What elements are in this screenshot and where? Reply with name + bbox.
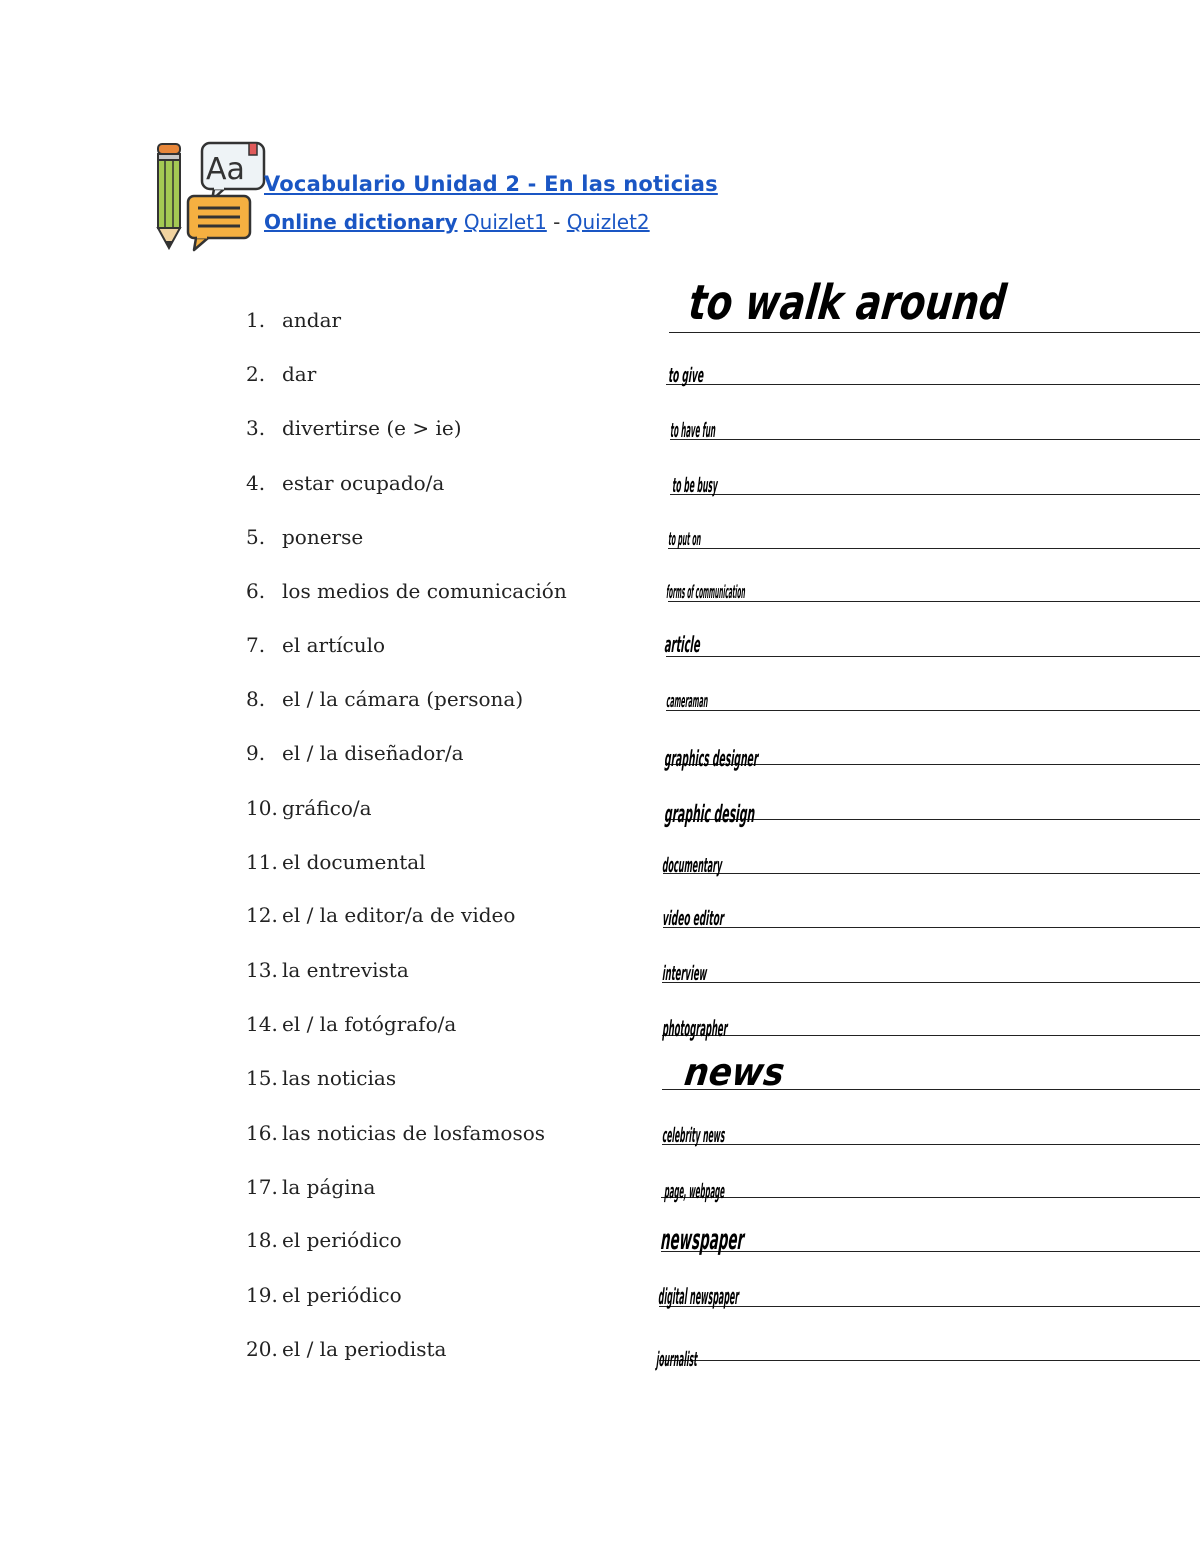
vocab-item <box>246 958 1076 998</box>
item-number: 2. <box>246 362 266 386</box>
answer-line[interactable] <box>666 656 1200 657</box>
spanish-term: las noticias de losfamosos <box>282 1121 546 1145</box>
vocab-item <box>246 633 1076 673</box>
item-number: 6. <box>246 579 266 603</box>
answer-line[interactable] <box>670 439 1200 440</box>
spanish-term: gráfico/a <box>282 796 372 820</box>
answer-line[interactable] <box>659 1306 1200 1307</box>
handwritten-answer: newspaper <box>660 1222 746 1256</box>
item-number: 11. <box>246 850 278 874</box>
vocab-item <box>246 525 1076 565</box>
spanish-term: el documental <box>282 850 426 874</box>
resource-links <box>264 210 650 234</box>
handwritten-answer: documentary <box>662 853 723 877</box>
vocab-item <box>246 579 1076 619</box>
answer-line[interactable] <box>668 548 1200 549</box>
vocab-item <box>246 741 1076 781</box>
vocab-item <box>246 416 1076 456</box>
answer-line[interactable] <box>662 1144 1200 1145</box>
vocab-item <box>246 903 1076 943</box>
vocab-item <box>246 687 1076 727</box>
answer-line[interactable] <box>670 494 1200 495</box>
handwritten-answer: to walk around <box>686 274 1009 331</box>
item-number: 18. <box>246 1228 278 1252</box>
spanish-term: divertirse (e > ie) <box>282 416 462 440</box>
spanish-term: andar <box>282 308 342 332</box>
item-number: 19. <box>246 1283 278 1307</box>
answer-line[interactable] <box>659 1360 1200 1361</box>
link-separator: - <box>553 210 561 234</box>
item-number: 3. <box>246 416 266 440</box>
item-number: 13. <box>246 958 278 982</box>
vocab-item <box>246 1121 1076 1161</box>
answer-line[interactable] <box>662 982 1200 983</box>
handwritten-answer: photographer <box>662 1016 729 1042</box>
item-number: 20. <box>246 1337 278 1361</box>
handwritten-answer: digital newspaper <box>658 1284 740 1310</box>
handwritten-answer: celebrity news <box>662 1123 726 1147</box>
item-number: 14. <box>246 1012 278 1036</box>
vocab-item <box>246 1012 1076 1052</box>
answer-line[interactable] <box>662 1035 1200 1036</box>
online-dictionary-link[interactable]: Online dictionary <box>264 210 458 234</box>
pencil-icon <box>158 144 180 248</box>
handwritten-answer: forms of communication <box>666 582 746 604</box>
item-number: 5. <box>246 525 266 549</box>
answer-line[interactable] <box>661 1197 1200 1198</box>
item-number: 12. <box>246 903 278 927</box>
spanish-term: el periódico <box>282 1283 402 1307</box>
spanish-term: la página <box>282 1175 376 1199</box>
answer-line[interactable] <box>666 384 1200 385</box>
spanish-term: las noticias <box>282 1066 397 1090</box>
item-number: 7. <box>246 633 266 657</box>
item-number: 10. <box>246 796 278 820</box>
vocab-item <box>246 850 1076 890</box>
handwritten-answer: graphic design <box>664 800 757 829</box>
vocab-item <box>246 471 1076 511</box>
answer-line[interactable] <box>669 332 1200 333</box>
item-number: 8. <box>246 687 266 711</box>
item-number: 4. <box>246 471 266 495</box>
vocab-item <box>246 796 1076 836</box>
handwritten-answer: to put on <box>668 529 702 551</box>
vocabulary-logo-icon <box>150 138 268 254</box>
handwritten-answer: to have fun <box>670 418 717 442</box>
spanish-term: el / la editor/a de video <box>282 903 516 927</box>
quizlet2-link[interactable]: Quizlet2 <box>566 210 650 234</box>
quizlet1-link[interactable]: Quizlet1 <box>463 210 547 234</box>
spanish-term: dar <box>282 362 317 386</box>
spanish-term: el / la periodista <box>282 1337 447 1361</box>
spanish-term: la entrevista <box>282 958 409 982</box>
answer-line[interactable] <box>668 601 1200 602</box>
handwritten-answer: news <box>682 1050 788 1095</box>
spanish-term: los medios de comunicación <box>282 579 567 603</box>
item-number: 15. <box>246 1066 278 1090</box>
handwritten-answer: graphics designer <box>664 746 760 772</box>
vocab-item <box>246 1066 1076 1106</box>
handwritten-answer: to give <box>668 363 705 387</box>
vocab-item <box>246 362 1076 402</box>
item-number: 9. <box>246 741 266 765</box>
document-title[interactable]: Vocabulario Unidad 2 - En las noticias <box>264 172 718 196</box>
item-number: 17. <box>246 1175 278 1199</box>
item-number: 16. <box>246 1121 278 1145</box>
handwritten-answer: video editor <box>662 906 725 930</box>
spanish-term: el / la cámara (persona) <box>282 687 524 711</box>
speech-bubble-icon <box>202 143 264 200</box>
handwritten-answer: article <box>664 632 702 658</box>
svg-text:Aa: Aa <box>206 152 245 187</box>
handwritten-answer: cameraman <box>666 691 709 713</box>
spanish-term: estar ocupado/a <box>282 471 445 495</box>
spanish-term: el / la fotógrafo/a <box>282 1012 457 1036</box>
handwritten-answer: journalist <box>656 1347 699 1371</box>
item-number: 1. <box>246 308 266 332</box>
handwritten-answer: page, webpage <box>664 1179 726 1203</box>
spanish-term: el periódico <box>282 1228 402 1252</box>
handwritten-answer: to be busy <box>672 473 719 497</box>
spanish-term: el / la diseñador/a <box>282 741 464 765</box>
spanish-term: ponerse <box>282 525 364 549</box>
chat-bubble-icon <box>188 196 250 250</box>
vocab-item <box>246 1175 1076 1215</box>
answer-line[interactable] <box>663 927 1200 928</box>
answer-line[interactable] <box>666 710 1200 711</box>
answer-line[interactable] <box>663 873 1200 874</box>
handwritten-answer: interview <box>662 961 708 985</box>
spanish-term: el artículo <box>282 633 386 657</box>
